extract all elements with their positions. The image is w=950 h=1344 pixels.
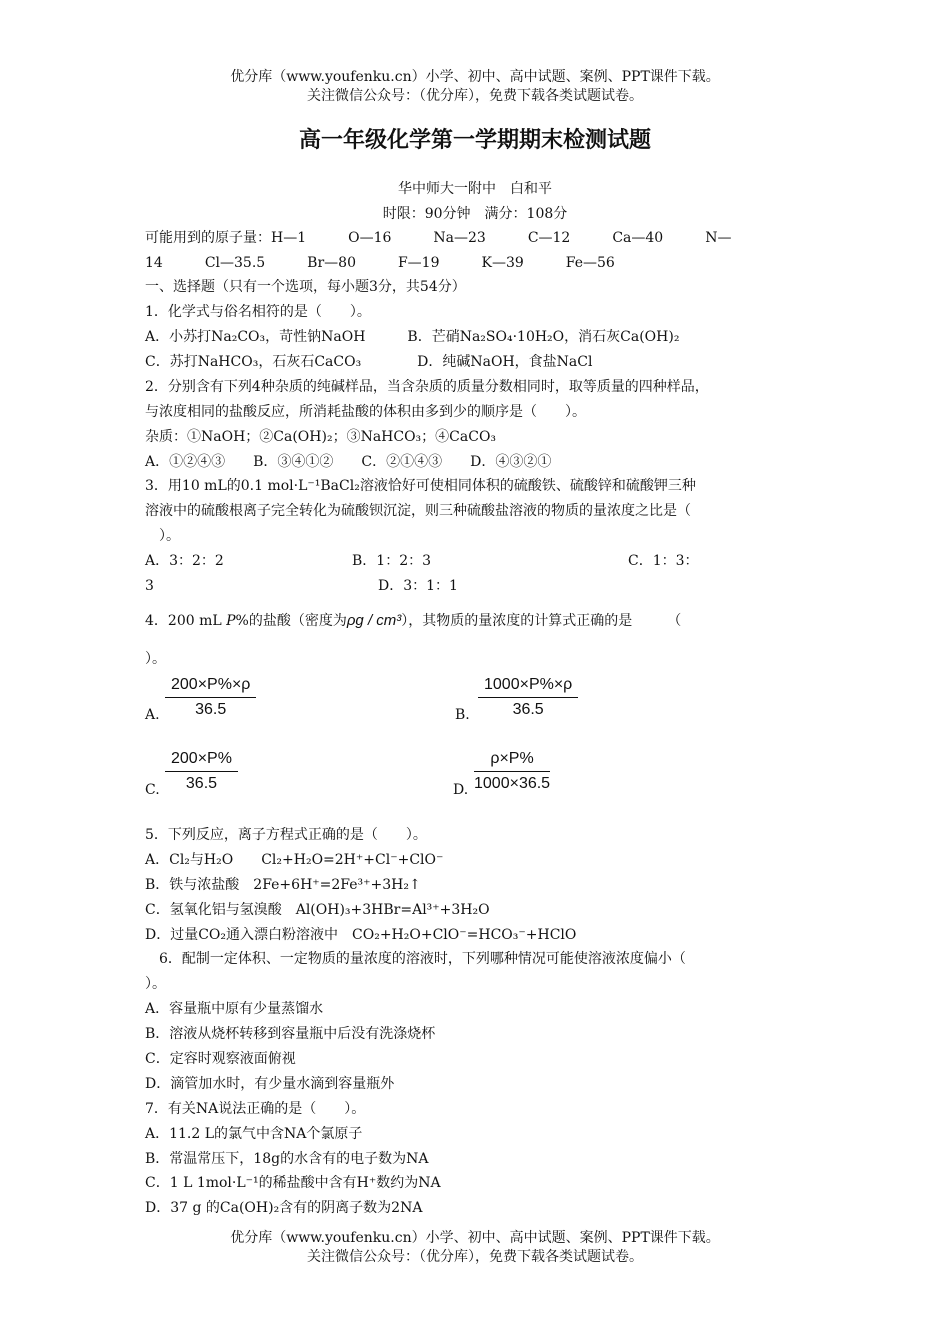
q3-option-b: B．1：2：3 [352,553,432,569]
q4-option-a-denominator: 36.5 [195,701,227,718]
q7-option-d: D．37 g 的Ca(OH)₂含有的阴离子数为2NA [145,1200,423,1216]
q6-option-a: A．容量瓶中原有少量蒸馏水 [145,1001,324,1017]
q5-stem: 5．下列反应，离子方程式正确的是（ ）。 [145,827,427,843]
q3-stem-3: ）。 [145,528,180,544]
q4-option-d-numerator: ρ×P% [474,750,550,772]
q4-option-b-fraction [478,676,578,719]
q4-option-b-denominator: 36.5 [512,701,544,718]
q6-option-d: D．滴管加水时，有少量水滴到容量瓶外 [145,1076,395,1092]
q6-option-c: C．定容时观察液面俯视 [145,1051,296,1067]
q4-density: ρg / cm³ [346,612,402,629]
q3-option-c: C．1：3： [628,553,699,569]
q7-stem: 7．有关NA说法正确的是（ ）。 [145,1101,366,1117]
q7-option-a: A．11.2 L的氯气中含NA个氯原子 [145,1126,363,1142]
footer-line-2: 关注微信公众号：（优分库），免费下载各类试题试卷。 [307,1249,643,1265]
q7-option-c: C．1 L 1mol·L⁻¹的稀盐酸中含有H⁺数约为NA [145,1175,441,1191]
q1-options-cd: C．苏打NaHCO₃，石灰石CaCO₃ D．纯碱NaOH，食盐NaCl [145,354,593,370]
q2-impurities: 杂质：①NaOH；②Ca(OH)₂；③NaHCO₃；④CaCO₃ [145,429,497,445]
q5-option-a: A．Cl₂与H₂O Cl₂+H₂O=2H⁺+Cl⁻+ClO⁻ [145,852,444,868]
q4-stem [145,612,681,630]
q2-options: A．①②④③ B．③④①② C．②①④③ D．④③②① [145,454,552,470]
school-author: 华中师大一附中 白和平 [398,181,552,197]
q2-stem-2: 与浓度相同的盐酸反应，所消耗盐酸的体积由多到少的顺序是（ ）。 [145,404,586,420]
q5-option-b: B．铁与浓盐酸 2Fe+6H⁺=2Fe³⁺+3H₂↑ [145,877,421,893]
header-line-2: 关注微信公众号：（优分库），免费下载各类试题试卷。 [307,88,643,104]
q6-option-b: B．溶液从烧杯转移到容量瓶中后没有洗涤烧杯 [145,1026,436,1042]
atomic-masses-line-1: 可能用到的原子量：H—1 O—16 Na—23 C—12 Ca—40 N— [145,230,732,246]
q4-option-c-denominator: 36.5 [185,775,218,792]
q4-option-b-label: B. [455,707,470,723]
q4-option-c-numerator: 200×P% [165,750,238,772]
atomic-masses-line-2: 14 Cl—35.5 Br—80 F—19 K—39 Fe—56 [145,255,615,271]
q5-option-d: D．过量CO₂通入漂白粉溶液中 CO₂+H₂O+ClO⁻=HCO₃⁻+HClO [145,927,577,943]
q4-option-d-label: D. [453,782,469,798]
q2-stem-1: 2．分别含有下列4种杂质的纯碱样品，当含杂质的质量分数相同时，取等质量的四种样品， [145,379,709,395]
q4-stem-2: ）。 [145,651,166,667]
q5-option-c: C．氢氧化铝与氢溴酸 Al(OH)₃+3HBr=Al³⁺+3H₂O [145,902,490,918]
q3-option-d: D．3：1：1 [378,578,458,594]
time-info: 时限：90分钟 满分：108分 [382,206,568,222]
q1-options-ab: A．小苏打Na₂CO₃，苛性钠NaOH B．芒硝Na₂SO₄·10H₂O，消石灰Ca(OH)₂ [145,329,680,345]
q4-option-c-fraction [165,750,238,793]
q4-option-a-fraction [165,676,256,719]
q4-p-variable: P [226,613,236,629]
q4-option-d-denominator: 1000×36.5 [474,775,551,792]
q3-option-c-cont: 3 [145,578,154,594]
q6-stem-2: ）。 [145,976,166,992]
page-title: 高一年级化学第一学期期末检测试题 [298,128,651,153]
q4-option-d-fraction [474,750,550,793]
q4-option-a-label: A. [145,707,160,723]
q4-stem-suffix: ），其物质的量浓度的计算式正确的是 （ [401,613,682,629]
q4-option-c-label: C. [145,782,160,798]
q3-stem-2: 溶液中的硫酸根离子完全转化为硫酸钡沉淀，则三种硫酸盐溶液的物质的量浓度之比是（ [145,503,691,519]
q3-stem-1: 3．用10 mL的0.1 mol·L⁻¹BaCl₂溶液恰好可使相同体积的硫酸铁、硫酸锌和硫酸钾三种 [145,478,696,494]
footer-line-1: 优分库（www.youfenku.cn）小学、初中、高中试题、案例、PPT课件下载。 [230,1230,720,1246]
q6-stem-1: 6．配制一定体积、一定物质的量浓度的溶液时，下列哪种情况可能使溶液浓度偏小（ [145,951,686,967]
q4-stem-mid: %的盐酸（密度为 [235,613,347,629]
q3-option-a: A．3：2：2 [145,553,224,569]
q4-stem-prefix: 4．200 mL [145,613,227,629]
q1-stem: 1．化学式与俗名相符的是（ ）。 [145,304,371,320]
q4-option-b-numerator: 1000×P%×ρ [478,676,578,698]
section-heading: 一、选择题（只有一个选项，每小题3分，共54分） [145,279,466,295]
q4-option-a-numerator: 200×P%×ρ [165,676,256,698]
q7-option-b: B．常温常压下，18g的水含有的电子数为NA [145,1151,429,1167]
header-line-1: 优分库（www.youfenku.cn）小学、初中、高中试题、案例、PPT课件下载。 [230,69,720,85]
